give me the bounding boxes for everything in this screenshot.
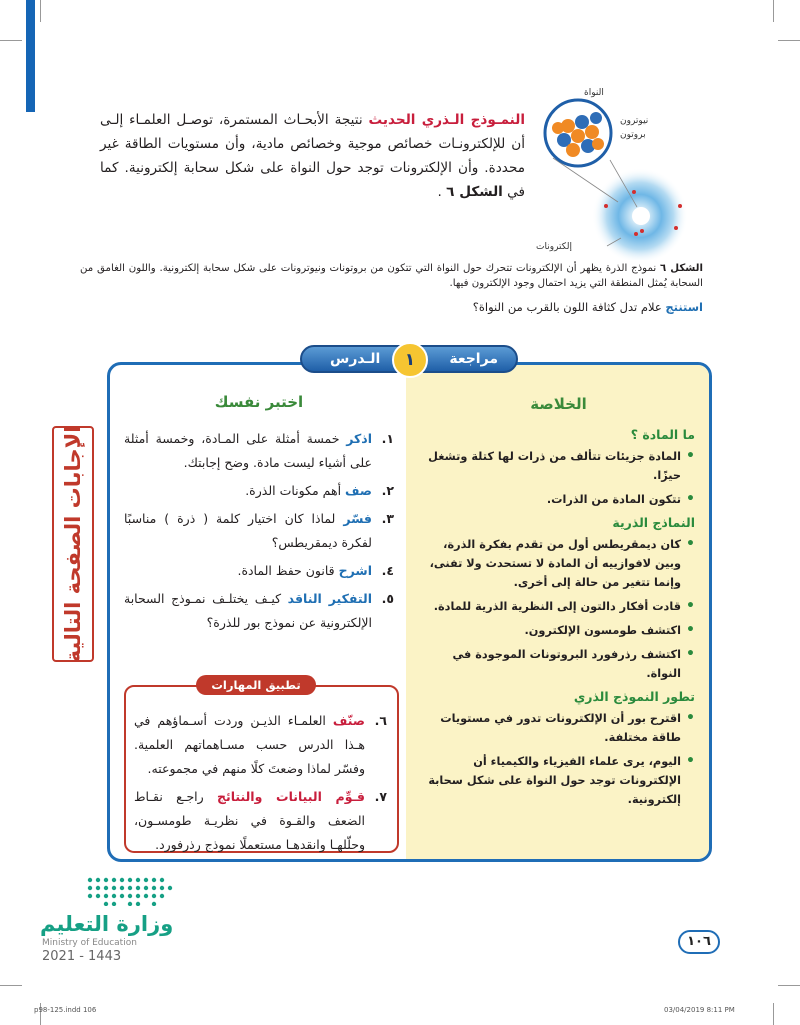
question-keyword: صنّف <box>332 713 365 728</box>
label-nucleus: النواة <box>584 88 604 98</box>
question-item <box>124 559 394 583</box>
lesson-number-badge: ١ <box>392 342 428 378</box>
summary-item: • قادت أفكار دالتون إلى النظرية الذرية للمادة. <box>422 597 695 616</box>
crop-mark <box>773 1003 774 1025</box>
infer-text: علام تدل كثافة اللون بالقرب من النواة؟ <box>472 300 666 314</box>
summary-section-heading: النماذج الذرية <box>612 515 695 530</box>
summary-panel <box>406 365 709 859</box>
question-number: ٤. <box>381 563 394 578</box>
apply-skills-box <box>124 678 399 853</box>
question-text: قانون حفظ المادة. <box>237 563 339 578</box>
summary-item: • تتكون المادة من الذرات. <box>422 490 695 509</box>
label-electrons: إلكترونات <box>536 242 572 252</box>
crop-mark <box>778 40 800 41</box>
intro-end: . <box>437 184 447 200</box>
summary-title: الخلاصة <box>530 395 587 413</box>
infer-keyword: استنتج <box>665 300 703 314</box>
question-keyword: اذكر <box>346 431 372 446</box>
question-keyword: فسّر <box>343 511 372 526</box>
intro-keyword: النمـوذج الـذري الحديث <box>368 112 525 128</box>
question-text: راجـع نقـاط الضعف والقـوة في نظريـة طومسـون، وحلّلهـا وانقدهـا مستعملًا نموذج رذرفورد. <box>134 789 365 852</box>
atom-model-figure <box>538 88 698 260</box>
lesson-label: الـدرس <box>330 351 381 367</box>
question-number: ٦. <box>374 713 387 728</box>
caption-label: الشكل ٦ <box>659 263 703 274</box>
caption-text: نموذج الذرة يظهر أن الإلكترونات تتحرك حول النواة التي تتكون من بروتونات ونيوترونات على شكل سحابة إلكترونية. واللون الغامق من السحابة يُمثل المنطقة التي يزيد احتمال وجود الإلكترون فيها. <box>80 263 703 289</box>
question-text: كيـف يختلـف نمـوذج السحابة الإلكترونية عن نموذج بور للذرة؟ <box>124 591 372 630</box>
question-item <box>124 479 394 503</box>
self-test-title: اختبر نفسك <box>214 393 304 411</box>
summary-item: • اليوم، يرى علماء الفيزياء والكيمياء أن الإلكترونات توجد حول النواة على شكل سحابة إلكترونية. <box>422 752 695 809</box>
crop-mark <box>778 985 800 986</box>
summary-list <box>422 447 695 509</box>
lesson-review-box <box>107 362 712 862</box>
cloud-center <box>632 207 650 225</box>
question-item <box>134 709 387 781</box>
summary-section-heading: تطور النموذج الذري <box>573 689 695 704</box>
summary-list <box>422 535 695 683</box>
question-text: خمسة أمثلة على المـادة، وخمسة أمثلة على أشياء ليست مادة. وضح إجابتك. <box>124 431 372 470</box>
review-header-pill <box>300 345 518 373</box>
question-item <box>124 507 394 555</box>
question-number: ١. <box>381 431 394 446</box>
summary-item: • اكتشف طومسون الإلكترون. <box>422 621 695 640</box>
infer-question <box>130 300 703 314</box>
print-slug-file: p98-125.indd 106 <box>34 1006 97 1014</box>
summary-list <box>422 709 695 809</box>
label-proton: بروتون <box>620 130 646 140</box>
atom-illustration <box>538 88 698 260</box>
intro-text: نتيجة الأبحـاث المستمرة، توصـل العلمـاء إلـى أن للإلكترونـات خصائص موجية وخصائص مادية، وأن مستويات الطاقة غير محددة. وأن الإلكترونات توجد حول النواة على شكل سحابة إلكترونية. كما في <box>100 112 525 200</box>
edition-year: 2021 - 1443 <box>42 949 122 964</box>
question-number: ٣. <box>381 511 394 526</box>
summary-item: • اقترح بور أن الإلكترونات تدور في مستويات طاقة مختلفة. <box>422 709 695 747</box>
question-keyword: اشرح <box>338 563 372 578</box>
question-number: ٥. <box>381 591 394 606</box>
apply-skills-tab: تطبيق المهارات <box>196 675 316 695</box>
ministry-name-arabic: وزارة التعليم <box>40 912 174 936</box>
summary-item: • كان ديمقريطس أول من تقدم بفكرة الذرة، وبين لافوازييه أن المادة لا تستحدث ولا تفنى، وإنما تتغير من حالة إلى أخرى. <box>422 535 695 592</box>
intro-paragraph <box>100 108 525 204</box>
page-edge-strip <box>26 0 35 112</box>
ministry-logo <box>40 876 180 966</box>
question-keyword: التفكير الناقد <box>287 591 372 606</box>
page-number: ١٠٦ <box>678 930 720 954</box>
question-text: أهم مكونات الذرة. <box>245 483 346 498</box>
review-label: مراجعة <box>449 351 498 367</box>
question-item <box>134 785 387 857</box>
question-number: ٢. <box>381 483 394 498</box>
answers-note-text: الإجابات الصفحة التالية <box>61 425 85 663</box>
ministry-name-english: Ministry of Education <box>42 938 137 948</box>
crop-mark <box>0 40 22 41</box>
question-number: ٧. <box>374 789 387 804</box>
crop-mark <box>0 985 22 986</box>
crop-mark <box>773 0 774 22</box>
self-test-panel <box>110 365 410 859</box>
figure-caption <box>80 262 703 291</box>
question-item <box>124 587 394 635</box>
ministry-dots-icon <box>86 876 178 906</box>
question-keyword: قـوِّم البيانات والنتائج <box>217 789 365 804</box>
print-slug-date: 03/04/2019 8:11 PM <box>664 1006 735 1014</box>
summary-item: • المادة جزيئات تتألف من ذرات لها كتلة وتشغل حيزًا. <box>422 447 695 485</box>
question-text: العلمـاء الذيـن وردت أسـماؤهم في هـذا الدرس حسب مسـاهماتهم العلمية. وفسّر لماذا وضعتَ كلًا منهم في مجموعته. <box>134 713 365 776</box>
label-neutron: نيوترون <box>620 116 649 126</box>
summary-item: • اكتشف رذرفورد البروتونات الموجودة في النواة. <box>422 645 695 683</box>
figure-reference: الشكل ٦ <box>446 184 503 200</box>
question-keyword: صف <box>345 483 372 498</box>
question-text: لماذا كان اختيار كلمة ( ذرة ) مناسبًا لفكرة ديمقريطس؟ <box>124 511 372 550</box>
answers-next-page-note <box>52 426 94 662</box>
crop-mark <box>40 0 41 22</box>
summary-section-heading: ما المادة ؟ <box>630 427 695 442</box>
question-item <box>124 427 394 475</box>
